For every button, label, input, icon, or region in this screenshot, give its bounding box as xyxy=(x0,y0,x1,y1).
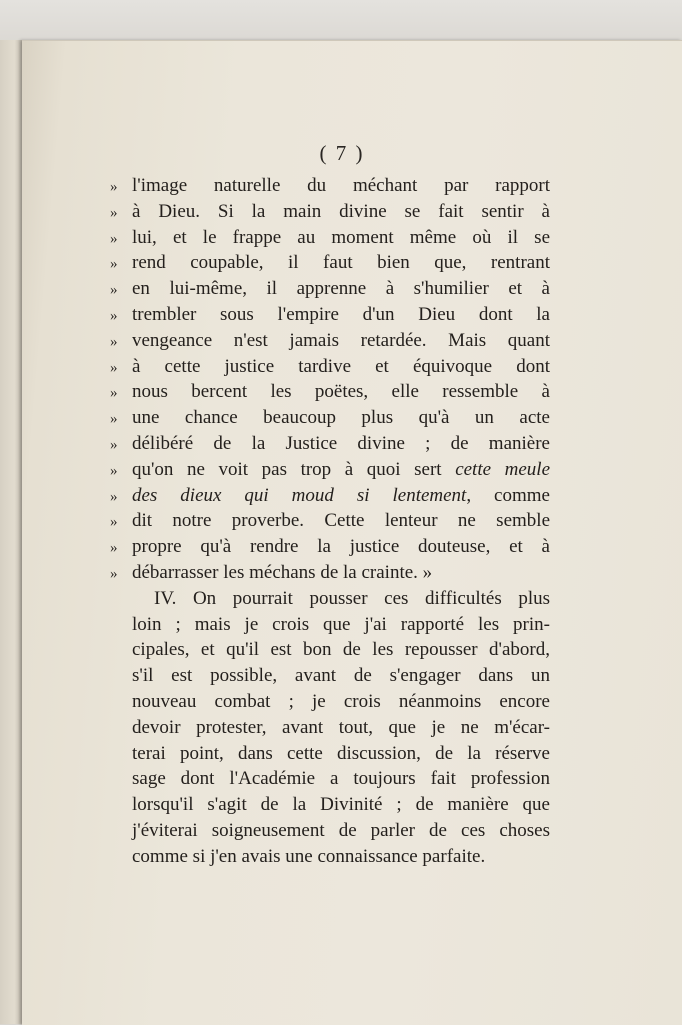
line-text xyxy=(132,612,550,638)
line-text xyxy=(132,405,550,431)
text-line xyxy=(110,741,550,767)
quote-mark: » xyxy=(110,514,118,531)
line-text xyxy=(132,328,550,354)
line-text xyxy=(132,663,550,689)
line-text-run: nous bercent les poëtes, elle ressemble à xyxy=(132,381,550,403)
text-line xyxy=(110,173,550,199)
text-line xyxy=(110,637,550,663)
italic-text: des dieux qui moud si lentement xyxy=(132,484,467,506)
text-line xyxy=(110,302,550,328)
line-text-run: cipales, et qu'il est bon de les repousser d'abord, xyxy=(132,639,550,661)
text-line xyxy=(110,250,550,276)
quote-mark: » xyxy=(110,333,118,350)
text-line xyxy=(110,689,550,715)
line-text xyxy=(132,741,550,767)
line-text-run: trembler sous l'empire d'un Dieu dont la xyxy=(132,303,550,325)
line-text-run: sage dont l'Académie a toujours fait profession xyxy=(132,768,550,790)
line-text-run: , comme xyxy=(466,484,550,506)
line-text xyxy=(132,844,550,870)
text-line xyxy=(110,844,550,870)
line-text-run: l'image naturelle du méchant par rapport xyxy=(132,175,550,196)
line-text-run: loin ; mais je crois que j'ai rapporté les prin- xyxy=(132,613,550,635)
line-text-run: nouveau combat ; je crois néanmoins encore xyxy=(132,690,550,712)
text-line xyxy=(110,586,550,612)
line-text-run: comme si j'en avais une connaissance parfaite. xyxy=(132,845,486,867)
line-text xyxy=(132,225,550,251)
line-text-run: IV. On pourrait pousser ces difficultés plus xyxy=(154,587,550,609)
line-text xyxy=(132,689,550,715)
line-text-run: lui, et le frappe au moment même où il se xyxy=(132,226,550,248)
line-text xyxy=(132,560,550,586)
text-line xyxy=(110,508,550,534)
quote-mark: » xyxy=(110,385,118,402)
italic-text: cette meule xyxy=(455,458,550,480)
line-text-run: à cette justice tardive et équivoque dont xyxy=(132,355,550,377)
quote-mark: » xyxy=(110,411,118,428)
line-text-run: débarrasser les méchans de la crainte. » xyxy=(132,561,433,583)
quote-mark: » xyxy=(110,540,118,557)
quote-mark: » xyxy=(110,307,118,324)
text-line xyxy=(110,431,550,457)
line-text-run: rend coupable, il faut bien que, rentrant xyxy=(132,252,550,274)
line-text xyxy=(132,173,550,199)
line-text xyxy=(132,792,550,818)
quote-mark: » xyxy=(110,179,118,195)
line-text-run: terai point, dans cette discussion, de la réserve xyxy=(132,742,550,764)
page-text xyxy=(110,173,550,870)
quote-mark: » xyxy=(110,282,118,299)
text-line xyxy=(110,715,550,741)
quote-mark: » xyxy=(110,359,118,376)
line-text-run: vengeance n'est jamais retardée. Mais quant xyxy=(132,329,550,351)
line-text xyxy=(132,586,550,612)
quote-mark: » xyxy=(110,230,118,247)
line-text-run: à Dieu. Si la main divine se fait sentir à xyxy=(132,200,550,222)
text-line xyxy=(110,534,550,560)
line-text xyxy=(132,250,550,276)
line-text-run: qu'on ne voit pas trop à quoi sert xyxy=(132,458,456,480)
line-text xyxy=(132,818,550,844)
quote-mark: » xyxy=(110,204,118,221)
line-text xyxy=(132,302,550,328)
line-text xyxy=(132,715,550,741)
line-text-run: propre qu'à rendre la justice douteuse, et à xyxy=(132,536,550,558)
text-line xyxy=(110,405,550,431)
quote-mark: » xyxy=(110,565,118,582)
line-text-run: j'éviterai soigneusement de parler de ces choses xyxy=(132,819,550,841)
text-line xyxy=(110,483,550,509)
line-text xyxy=(132,457,550,483)
text-line xyxy=(110,379,550,405)
line-text xyxy=(132,431,550,457)
text-line xyxy=(110,612,550,638)
quote-mark: » xyxy=(110,462,118,479)
line-text xyxy=(132,199,550,225)
text-line xyxy=(110,199,550,225)
line-text xyxy=(132,379,550,405)
text-line xyxy=(110,663,550,689)
text-line xyxy=(110,328,550,354)
line-text-run: devoir protester, avant tout, que je ne m'écar- xyxy=(132,716,550,738)
line-text-run: dit notre proverbe. Cette lenteur ne semble xyxy=(132,510,550,532)
page-number: ( 7 ) xyxy=(319,141,365,165)
line-text-run: lorsqu'il s'agit de la Divinité ; de manière que xyxy=(132,794,550,816)
book-page xyxy=(22,40,682,1025)
text-line xyxy=(110,457,550,483)
text-line xyxy=(110,276,550,302)
line-text xyxy=(132,354,550,380)
line-text xyxy=(132,508,550,534)
line-text xyxy=(132,276,550,302)
line-text xyxy=(132,637,550,663)
text-line xyxy=(110,792,550,818)
text-line xyxy=(110,560,550,586)
text-line xyxy=(110,354,550,380)
text-line xyxy=(110,766,550,792)
line-text-run: s'il est possible, avant de s'engager dans un xyxy=(132,665,550,687)
line-text-run: délibéré de la Justice divine ; de manière xyxy=(132,432,550,454)
text-line xyxy=(110,818,550,844)
line-text xyxy=(132,534,550,560)
quote-mark: » xyxy=(110,256,118,273)
line-text xyxy=(132,483,550,509)
line-text-run: une chance beaucoup plus qu'à un acte xyxy=(132,407,550,429)
line-text xyxy=(132,766,550,792)
text-line xyxy=(110,225,550,251)
quote-mark: » xyxy=(110,488,118,505)
quote-mark: » xyxy=(110,436,118,453)
line-text-run: en lui-même, il apprenne à s'humilier et à xyxy=(132,278,550,300)
